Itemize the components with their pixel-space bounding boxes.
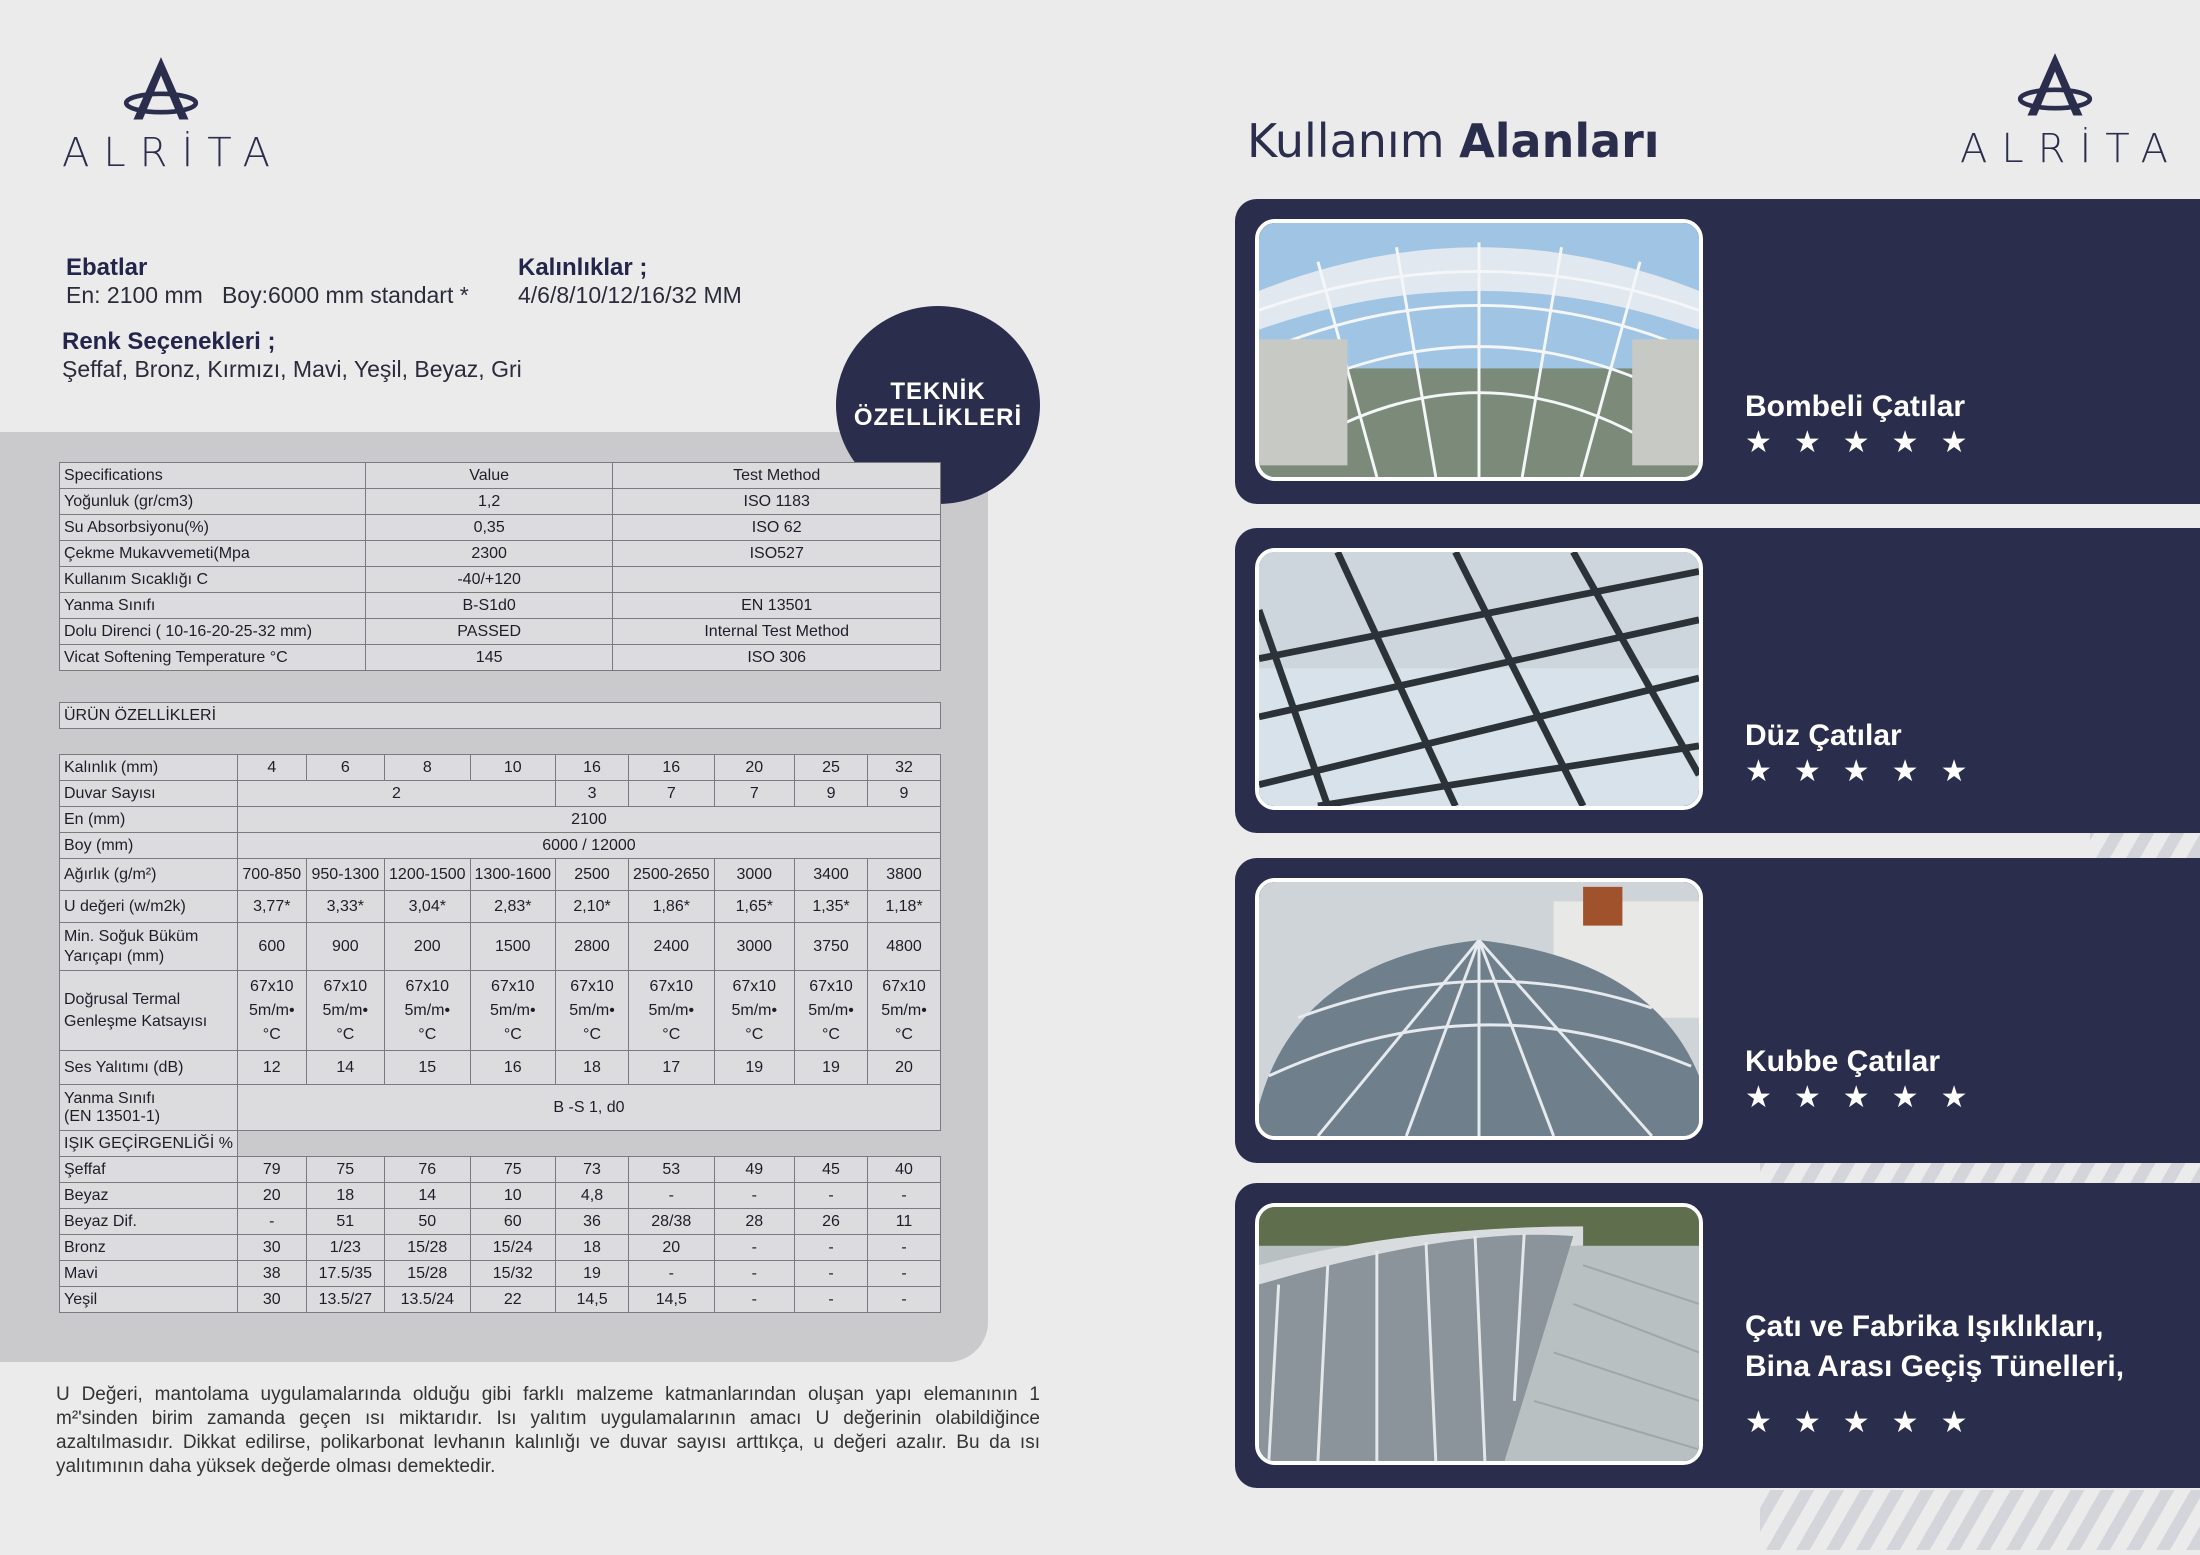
cell: EN 13501	[613, 593, 941, 619]
cell-line: °C	[503, 1025, 522, 1043]
table-row	[60, 463, 941, 489]
photo-bombeli	[1255, 219, 1703, 481]
product-table	[59, 754, 941, 1313]
row-label: Yeşil	[60, 1287, 238, 1313]
cell: 3	[556, 781, 629, 807]
table-row	[60, 515, 941, 541]
cell: 49	[714, 1157, 795, 1183]
cell: 53	[629, 1157, 715, 1183]
cell-line: 67x10	[649, 977, 694, 995]
cell: 4,8	[556, 1183, 629, 1209]
cell: 18	[306, 1183, 384, 1209]
cell: 17.5/35	[306, 1261, 384, 1287]
row-label-line: Yarıçapı (mm)	[64, 947, 165, 965]
cell: 15/28	[385, 1235, 471, 1261]
cell: Vicat Softening Temperature °C	[60, 645, 366, 671]
kalinliklar-value: 4/6/8/10/12/16/32 MM	[518, 282, 742, 308]
ebatlar-value: En: 2100 mm Boy:6000 mm standart *	[66, 282, 469, 308]
table-row	[60, 971, 941, 1051]
cell: 2	[237, 781, 555, 807]
cell: 18	[556, 1051, 629, 1085]
kalinliklar-label: Kalınlıklar ;	[518, 254, 648, 281]
cell: 26	[795, 1209, 868, 1235]
cell: -	[714, 1235, 795, 1261]
row-label: U değeri (w/m2k)	[60, 891, 238, 923]
table-row	[60, 489, 941, 515]
renk-value: Şeffaf, Bronz, Kırmızı, Mavi, Yeşil, Beyaz, Gri	[62, 356, 522, 382]
cell: 36	[556, 1209, 629, 1235]
cell	[795, 971, 868, 1051]
cell	[868, 971, 941, 1051]
table-row	[60, 1183, 941, 1209]
title-bold: Alanları	[1459, 114, 1660, 168]
card-title: Düz Çatılar	[1745, 719, 1902, 752]
cell: 38	[237, 1261, 306, 1287]
cell: 20	[868, 1051, 941, 1085]
row-label: Beyaz	[60, 1183, 238, 1209]
cell: 3,33*	[306, 891, 384, 923]
cell: 14	[385, 1183, 471, 1209]
cell: 17	[629, 1051, 715, 1085]
cell: 1500	[470, 923, 556, 971]
arched-roof-image	[1259, 223, 1699, 477]
cell: 9	[795, 781, 868, 807]
spec-table	[59, 462, 941, 671]
cell: 6	[306, 755, 384, 781]
table-row	[60, 859, 941, 891]
table-row	[60, 755, 941, 781]
cell: 51	[306, 1209, 384, 1235]
row-label	[60, 971, 238, 1051]
cell: 60	[470, 1209, 556, 1235]
cell: 9	[868, 781, 941, 807]
usage-card-kubbe	[1235, 858, 2200, 1163]
cell: 40	[868, 1157, 941, 1183]
cell: -	[237, 1209, 306, 1235]
cell: 13.5/24	[385, 1287, 471, 1313]
cell: 1,2	[365, 489, 613, 515]
card-title-line2: Bina Arası Geçiş Tünelleri,	[1745, 1350, 2125, 1383]
cell: 13.5/27	[306, 1287, 384, 1313]
cell: 900	[306, 923, 384, 971]
cell	[556, 971, 629, 1051]
cell: 8	[385, 755, 471, 781]
cell: 2100	[237, 807, 940, 833]
cell: 6000 / 12000	[237, 833, 940, 859]
table-row	[60, 781, 941, 807]
cell: ISO 306	[613, 645, 941, 671]
cell: 32	[868, 755, 941, 781]
table-row	[60, 1261, 941, 1287]
cell	[470, 971, 556, 1051]
cell	[629, 971, 715, 1051]
cell: -	[868, 1287, 941, 1313]
row-label-line: (EN 13501-1)	[64, 1107, 161, 1125]
cell: 14,5	[629, 1287, 715, 1313]
cell: 200	[385, 923, 471, 971]
cell	[385, 971, 471, 1051]
cell: 1,65*	[714, 891, 795, 923]
cell: 45	[795, 1157, 868, 1183]
logo-right	[1960, 48, 2182, 178]
usage-card-fabrika	[1235, 1183, 2200, 1488]
cell: 3000	[714, 923, 795, 971]
row-label: Ağırlık (g/m²)	[60, 859, 238, 891]
cell	[237, 1131, 940, 1157]
cell: -40/+120	[365, 567, 613, 593]
row-label: Ses Yalıtımı (dB)	[60, 1051, 238, 1085]
cell-line: 5m/m•	[881, 1001, 927, 1019]
cell: 10	[470, 755, 556, 781]
cell-line: 67x10	[809, 977, 853, 995]
cell: 11	[868, 1209, 941, 1235]
cell: 30	[237, 1287, 306, 1313]
cell: 50	[385, 1209, 471, 1235]
cell: 145	[365, 645, 613, 671]
cell: 2,10*	[556, 891, 629, 923]
cell-line: °C	[822, 1025, 840, 1043]
cell: 28/38	[629, 1209, 715, 1235]
row-label: Beyaz Dif.	[60, 1209, 238, 1235]
row-label: Duvar Sayısı	[60, 781, 238, 807]
cell: 14	[306, 1051, 384, 1085]
card-title: Bombeli Çatılar	[1745, 390, 1966, 423]
cell: PASSED	[365, 619, 613, 645]
cell: 600	[237, 923, 306, 971]
cell: Internal Test Method	[613, 619, 941, 645]
cell: 1,18*	[868, 891, 941, 923]
cell: 0,35	[365, 515, 613, 541]
cell: B -S 1, d0	[237, 1085, 940, 1131]
cell-line: °C	[895, 1025, 913, 1043]
table-row	[60, 1235, 941, 1261]
logo-mark-icon	[2000, 48, 2110, 128]
cell-line: °C	[662, 1025, 681, 1043]
cell: 28	[714, 1209, 795, 1235]
cell: 2400	[629, 923, 715, 971]
cell: 2,83*	[470, 891, 556, 923]
rating-stars-icon: ★★★★★	[1745, 755, 1990, 788]
row-label: En (mm)	[60, 807, 238, 833]
row-label	[60, 923, 238, 971]
skylight-image	[1259, 1207, 1699, 1461]
cell: B-S1d0	[365, 593, 613, 619]
photo-fabrika	[1255, 1203, 1703, 1465]
cell-line: 67x10	[732, 977, 777, 995]
cell: 16	[470, 1051, 556, 1085]
cell: 3,77*	[237, 891, 306, 923]
row-label: Bronz	[60, 1235, 238, 1261]
cell	[306, 971, 384, 1051]
cell: 2500	[556, 859, 629, 891]
cell: 3800	[868, 859, 941, 891]
cell-line: 5m/m•	[489, 1001, 536, 1019]
cell: Çekme Mukavvemeti(Mpa	[60, 541, 366, 567]
table-row	[60, 1209, 941, 1235]
cell: -	[868, 1183, 941, 1209]
cell: 14,5	[556, 1287, 629, 1313]
cell: 3750	[795, 923, 868, 971]
cell-line: 67x10	[490, 977, 535, 995]
photo-duz	[1255, 548, 1703, 810]
table-row	[60, 923, 941, 971]
rating-stars-icon: ★★★★★	[1745, 1406, 1990, 1439]
cell: 1,35*	[795, 891, 868, 923]
cell: 2800	[556, 923, 629, 971]
table-row	[60, 833, 941, 859]
cell-line: 5m/m•	[322, 1001, 369, 1019]
cell: ISO 1183	[613, 489, 941, 515]
cell: -	[795, 1287, 868, 1313]
cell: Kullanım Sıcaklığı C	[60, 567, 366, 593]
table-row	[60, 1085, 941, 1131]
cell: 25	[795, 755, 868, 781]
cell: -	[795, 1183, 868, 1209]
cell: 950-1300	[306, 859, 384, 891]
cell: -	[795, 1261, 868, 1287]
light-rows	[60, 1157, 941, 1313]
cell: 15/28	[385, 1261, 471, 1287]
cell: Dolu Direnci ( 10-16-20-25-32 mm)	[60, 619, 366, 645]
cell: -	[868, 1261, 941, 1287]
cell: 10	[470, 1183, 556, 1209]
row-label-line: Doğrusal Termal	[64, 990, 181, 1008]
table-row	[60, 1131, 941, 1157]
cell: 15	[385, 1051, 471, 1085]
table-row	[60, 645, 941, 671]
cell: 15/32	[470, 1261, 556, 1287]
cell-line: °C	[336, 1025, 355, 1043]
cell: Yanma Sınıfı	[60, 593, 366, 619]
table-row	[60, 1157, 941, 1183]
cell: 76	[385, 1157, 471, 1183]
ebatlar-label: Ebatlar	[66, 254, 148, 281]
cell-line: 5m/m•	[648, 1001, 695, 1019]
cell: 700-850	[237, 859, 306, 891]
cell	[613, 567, 941, 593]
cell: 1200-1500	[385, 859, 471, 891]
cell: 7	[629, 781, 715, 807]
cell: -	[629, 1183, 715, 1209]
cell: 75	[470, 1157, 556, 1183]
cell-line: °C	[262, 1025, 281, 1043]
urun-title-table	[59, 702, 941, 729]
rating-stars-icon: ★★★★★	[1745, 1081, 1990, 1114]
stripe-decoration	[2090, 830, 2200, 858]
logo-left	[62, 52, 284, 182]
urun-title: ÜRÜN ÖZELLİKLERİ	[60, 703, 941, 729]
cell-line: 5m/m•	[731, 1001, 778, 1019]
cell: 79	[237, 1157, 306, 1183]
cell-line: °C	[745, 1025, 764, 1043]
table-row	[60, 567, 941, 593]
cell: ISO 62	[613, 515, 941, 541]
photo-kubbe	[1255, 878, 1703, 1140]
cell-line: 5m/m•	[808, 1001, 854, 1019]
cell: 22	[470, 1287, 556, 1313]
header-cell: Test Method	[613, 463, 941, 489]
cell: 20	[629, 1235, 715, 1261]
table-row	[60, 891, 941, 923]
header-cell: Value	[365, 463, 613, 489]
usage-card-duz	[1235, 528, 2200, 833]
cell: 7	[714, 781, 795, 807]
dome-roof-image	[1259, 882, 1699, 1136]
flat-roof-image	[1259, 552, 1699, 806]
cell: 73	[556, 1157, 629, 1183]
card-title: Kubbe Çatılar	[1745, 1045, 1941, 1078]
row-label: Boy (mm)	[60, 833, 238, 859]
cell: 2500-2650	[629, 859, 715, 891]
row-label-line: Genleşme Katsayısı	[64, 1012, 208, 1030]
cell: 75	[306, 1157, 384, 1183]
cell: 20	[714, 755, 795, 781]
cell-line: 5m/m•	[569, 1001, 615, 1019]
cell: 2300	[365, 541, 613, 567]
footnote: U Değeri, mantolama uygulamalarında olduğu gibi farklı malzeme katmanlarından oluşan yapı elemanının 1 m²'sinden birim zamanda geçen ısı miktarıdır. Isı yalıtım uygulamalarının amacı U değerinin olabildiğince azaltılmasıdır. Dikkat edilirse, polikarbonat levhanın kalınlığı ve duvar sayısı arttıkça, u değeri azalır. Bu da ısı yalıtımının daha yüksek değerde olması demektedir.	[56, 1384, 1040, 1477]
cell: 20	[237, 1183, 306, 1209]
cell: 1300-1600	[470, 859, 556, 891]
cell: Su Absorbsiyonu(%)	[60, 515, 366, 541]
table-row	[60, 1287, 941, 1313]
cell-line: 5m/m•	[248, 1001, 295, 1019]
cell: 3,04*	[385, 891, 471, 923]
cell: 1,86*	[629, 891, 715, 923]
cell: ISO527	[613, 541, 941, 567]
cell-line: 67x10	[882, 977, 926, 995]
cell: -	[714, 1261, 795, 1287]
badge-line2: ÖZELLİKLERİ	[853, 404, 1023, 431]
usage-card-bombeli	[1235, 199, 2200, 504]
cell: 4800	[868, 923, 941, 971]
table-row	[60, 1051, 941, 1085]
cell: Yoğunluk (gr/cm3)	[60, 489, 366, 515]
table-row	[60, 593, 941, 619]
header-cell: Specifications	[60, 463, 366, 489]
cell-line: 67x10	[570, 977, 614, 995]
cell: 19	[556, 1261, 629, 1287]
cell: 19	[795, 1051, 868, 1085]
row-label: IŞIK GEÇİRGENLİĞİ %	[60, 1131, 238, 1157]
row-label: Şeffaf	[60, 1157, 238, 1183]
cell-line: 67x10	[405, 977, 450, 995]
row-label	[60, 1085, 238, 1131]
cell-line: 67x10	[249, 977, 294, 995]
cell: 3400	[795, 859, 868, 891]
cell: 1/23	[306, 1235, 384, 1261]
logo-mark-icon	[106, 52, 216, 132]
cell: -	[795, 1235, 868, 1261]
cell: 4	[237, 755, 306, 781]
brand-name: ALRİTA	[62, 130, 284, 176]
renk-label: Renk Seçenekleri ;	[62, 328, 276, 355]
cell: 16	[556, 755, 629, 781]
title-light: Kullanım	[1247, 114, 1460, 168]
cell: 19	[714, 1051, 795, 1085]
badge-line1: TEKNİK	[890, 378, 986, 405]
cell-line: °C	[418, 1025, 437, 1043]
table-row	[60, 541, 941, 567]
cell-line: °C	[583, 1025, 601, 1043]
row-label: Mavi	[60, 1261, 238, 1287]
table-row	[60, 619, 941, 645]
cell: -	[714, 1183, 795, 1209]
cell: 30	[237, 1235, 306, 1261]
row-label-line: Min. Soğuk Büküm	[64, 927, 199, 945]
cell	[714, 971, 795, 1051]
brand-name: ALRİTA	[1960, 126, 2182, 172]
cell	[237, 971, 306, 1051]
page-title	[1247, 114, 1660, 168]
card-title: Çatı ve Fabrika Işıklıkları,	[1745, 1310, 2104, 1343]
cell-line: 5m/m•	[404, 1001, 451, 1019]
cell: 18	[556, 1235, 629, 1261]
table-row	[60, 807, 941, 833]
cell: -	[868, 1235, 941, 1261]
rating-stars-icon: ★★★★★	[1745, 426, 1990, 459]
cell: 16	[629, 755, 715, 781]
cell: 15/24	[470, 1235, 556, 1261]
cell: -	[629, 1261, 715, 1287]
cell: 3000	[714, 859, 795, 891]
cell-line: 67x10	[323, 977, 368, 995]
cell: 12	[237, 1051, 306, 1085]
row-label-line: Yanma Sınıfı	[64, 1089, 156, 1107]
row-label: Kalınlık (mm)	[60, 755, 238, 781]
stripe-decoration	[1760, 1490, 2200, 1550]
cell: -	[714, 1287, 795, 1313]
